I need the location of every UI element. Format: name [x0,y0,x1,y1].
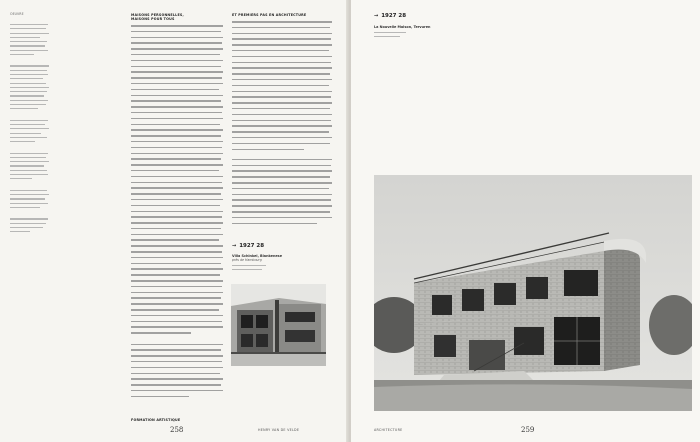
margin-notes [10,24,50,235]
footer-author: HENRY VAN DE VELDE [258,428,300,432]
column-heading: ET PREMIERS PAS EN ARCHITECTURE [232,13,307,17]
arrow-icon: → [374,13,379,19]
page-number-right: 259 [521,426,535,434]
section-heading: MAISONS PERSONNELLES, MAISONS POUR TOUS [131,13,184,21]
left-page [0,0,349,442]
figure-year-tag-right: → 1927 28 [374,13,407,19]
figure-year-tag-left: → 1927 28 [232,243,265,249]
villa-photo-image [231,284,326,366]
right-page [351,0,700,442]
section-footer-label: FORMATION ARTISTIQUE [131,418,181,422]
running-head: OEUVRE [10,12,24,16]
modernist-house-image [374,175,692,411]
figure-caption-right: La Nouvelle Maison, Tervuren [374,25,454,41]
villa-photo-right [374,175,692,411]
figure-caption-left: Villa Schinkel, Blankenese près de Hambourg [232,254,292,274]
page-number-left: 258 [170,426,184,434]
text-column-1 [131,13,223,402]
text-column-2 [232,13,332,228]
arrow-icon: → [232,243,237,249]
footer-section: ARCHITECTURE [374,428,403,432]
villa-photo-left [231,284,326,366]
